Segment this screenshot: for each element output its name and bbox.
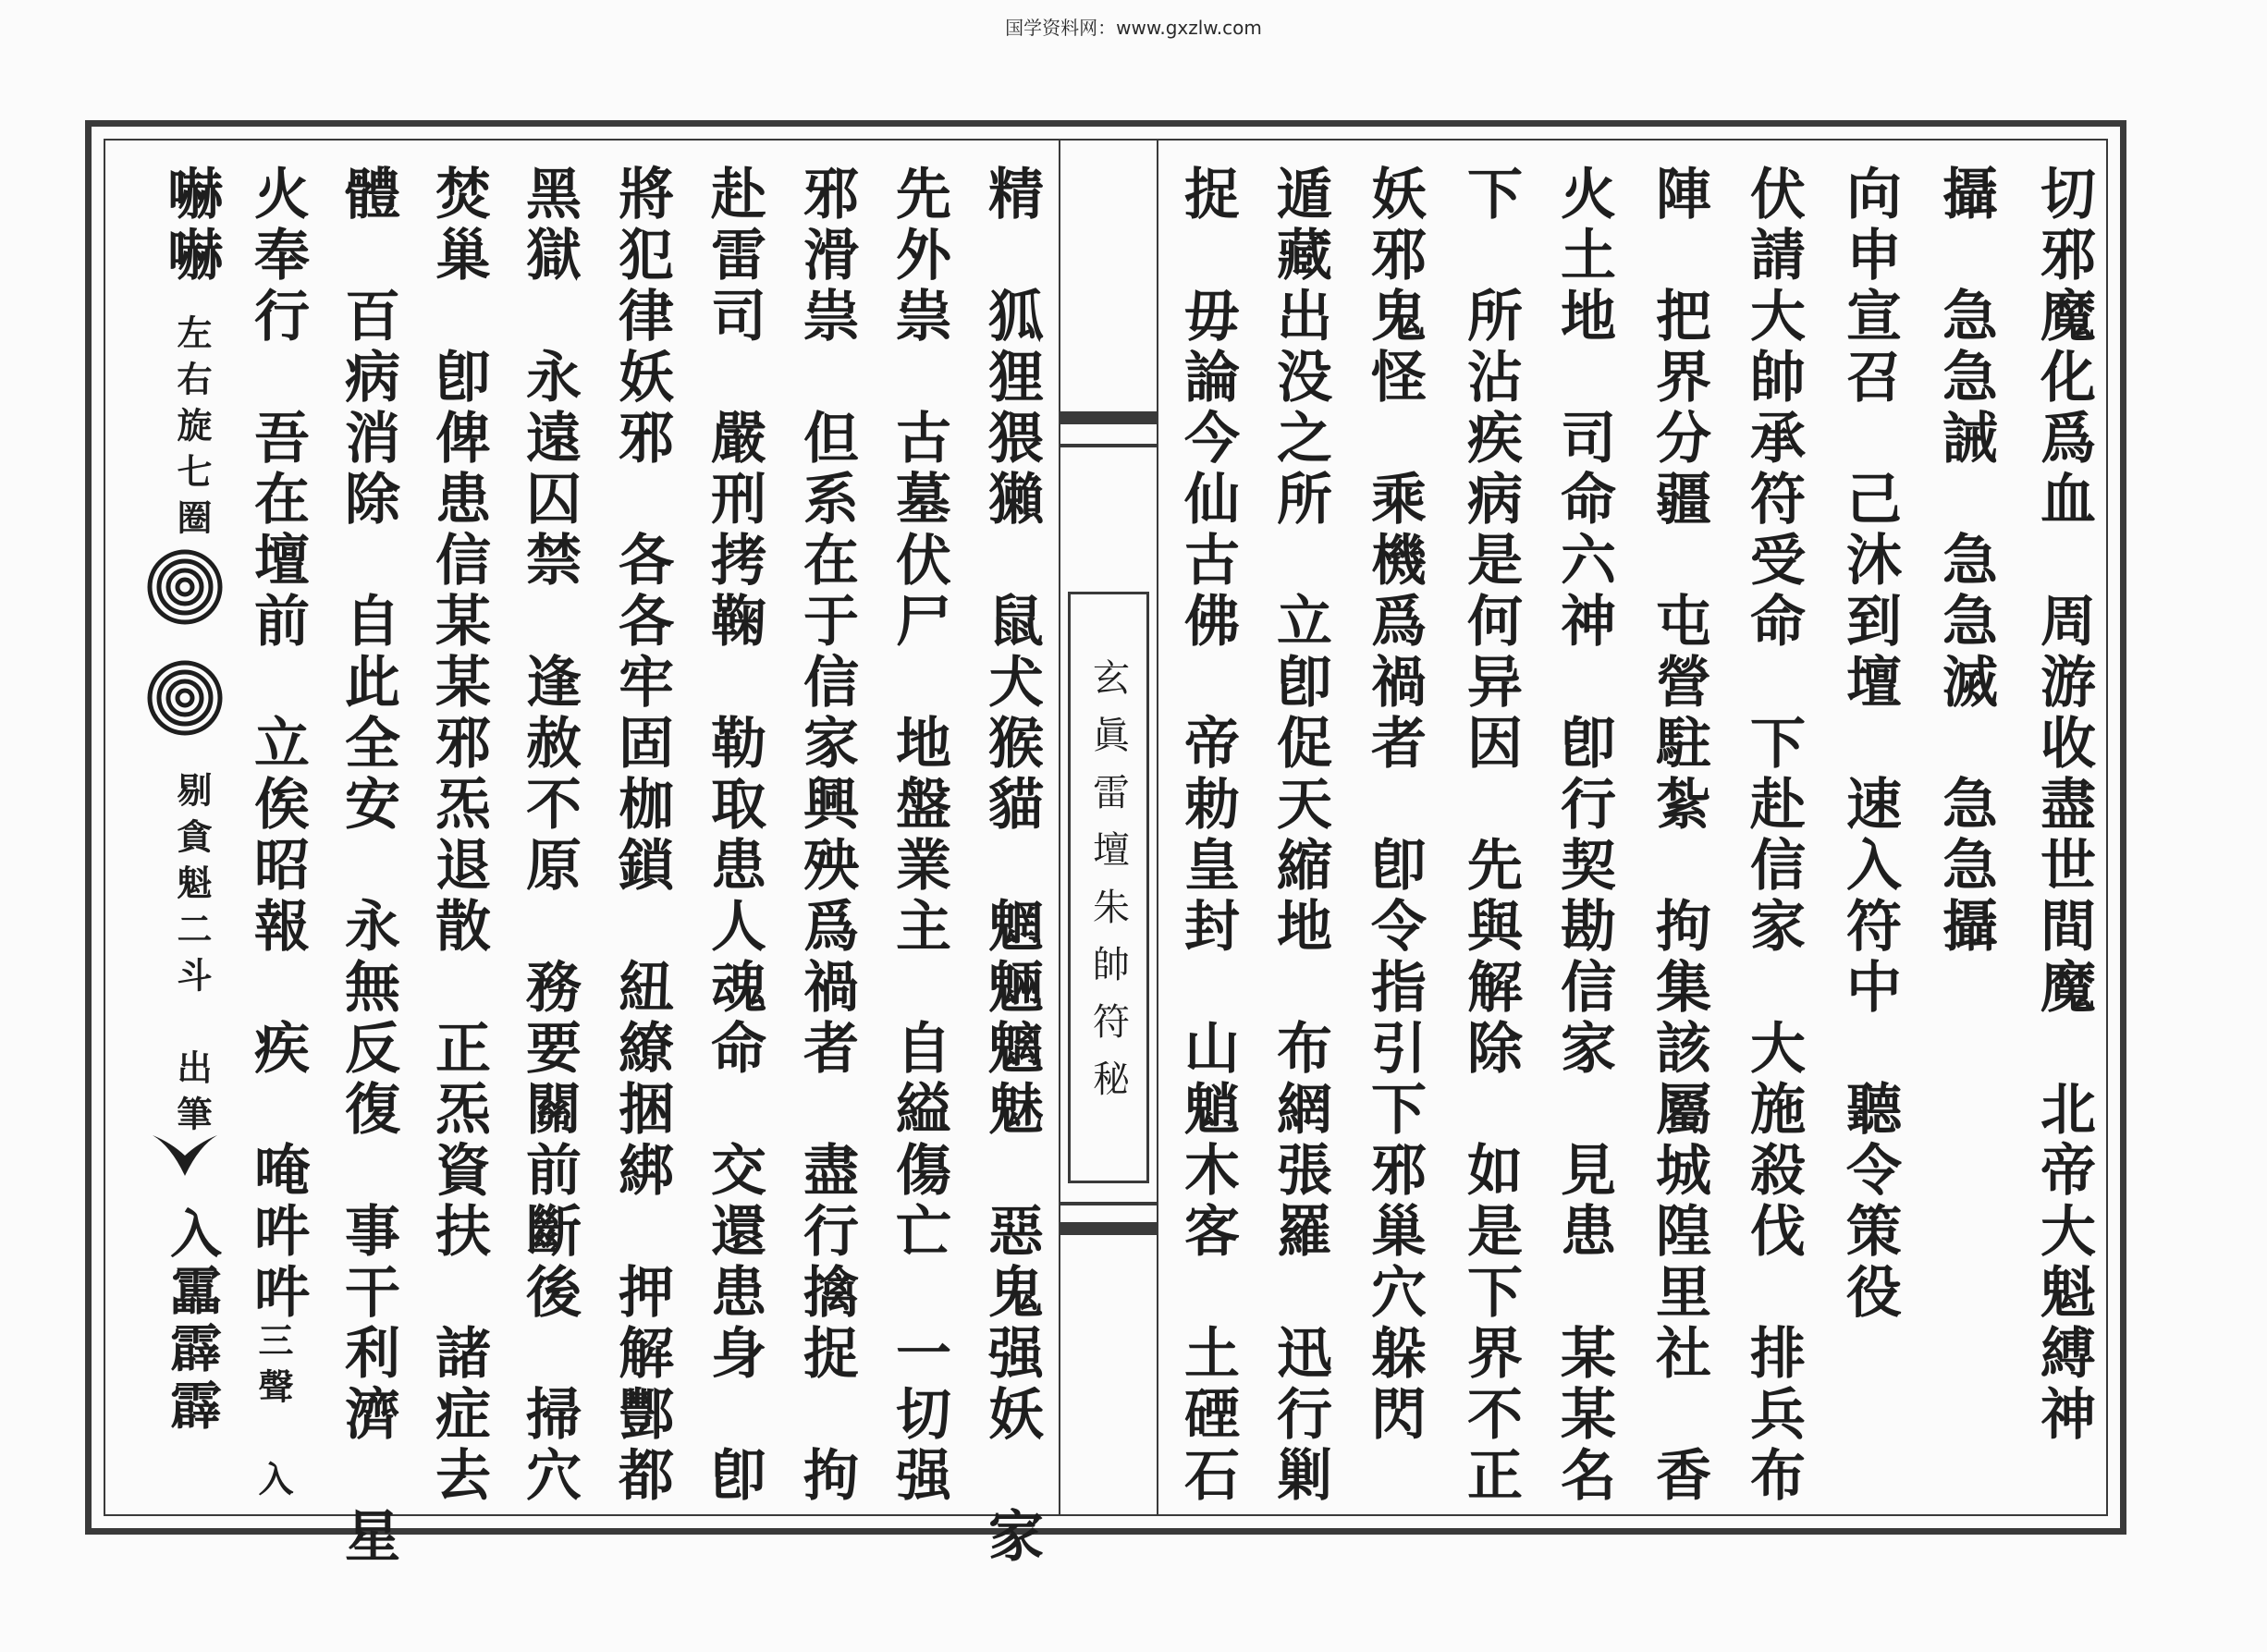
last-col-end: 入靁霹霹 [162, 1206, 223, 1436]
last-col-note-strokes: 剔貪魁二斗 出筆 [171, 772, 213, 1142]
left-col-6: 黑獄 永遠囚禁 逢赦不原 務要關前斷後 掃穴 [517, 165, 582, 1507]
left-col-8: 體 百病消除 自此全安 永無反復 事干利濟 星 [336, 165, 400, 1568]
last-col-note-rotate: 左右旋七圈 [171, 314, 213, 545]
book-spine [1059, 139, 1158, 1516]
spine-bar-bottom [1060, 1222, 1157, 1235]
side-note-three-sounds: 三聲 入 [252, 1322, 294, 1507]
right-col-7: 下 所沾疾病是何异因 先與解除 如是下界不正 [1458, 165, 1523, 1507]
right-col-10: 捉 毋論今仙古佛 帝勅皇封 山魈木客 土䃌石 [1175, 165, 1240, 1507]
left-col-2: 先外祟 古墓伏尸 地盤業主 自縊傷亡 一切强 [887, 165, 951, 1507]
spiral-seal-icon-2 [143, 656, 227, 740]
left-col-9: 火奉行 吾在壇前 立俟昭報 疾 唵吽吽 [245, 165, 310, 1324]
spine-title: 玄眞雷壇朱帥符秘 [1068, 592, 1149, 1183]
last-col-heading: 嚇嚇 [158, 165, 223, 287]
right-col-9: 遁藏出没之所 立卽促天縮地 布網張羅 迅行剿 [1268, 165, 1332, 1507]
left-col-4: 赴雷司 嚴刑拷鞠 勒取患人魂命 交還患身 卽 [702, 165, 766, 1507]
right-col-2: 攝 急急誡 急急滅 急急攝 [1933, 165, 1998, 958]
left-col-7: 焚巢 卽俾患信某某邪炁退散 正炁資扶 諸症去 [426, 165, 491, 1507]
spine-line-top [1060, 444, 1157, 447]
right-col-8: 妖邪鬼怪 乘機爲禍者 卽令指引下邪巢穴躲閃 [1362, 165, 1427, 1446]
right-col-5: 陣 把界分疆 屯營駐紮 拘集該屬城隍里社 香 [1647, 165, 1711, 1507]
brush-mark-icon [148, 1128, 222, 1183]
right-col-6: 火土地 司命六神 卽行契勘信家 見患 某某名 [1551, 165, 1616, 1507]
spine-bar-top [1060, 411, 1157, 424]
left-col-1: 精 狐狸猥獺 鼠犬猴貓 魍魎魑魅 惡鬼强妖 家 [979, 165, 1044, 1568]
right-col-4: 伏請大帥承符受命 下赴信家 大施殺伐 排兵布 [1741, 165, 1806, 1507]
site-header: 国学资料网：www.gxzlw.com [1005, 17, 1262, 39]
left-col-3: 邪滑祟 但系在于信家興殃爲禍者 盡行擒捉 拘 [794, 165, 859, 1507]
left-col-5: 將犯律妖邪 各各牢固枷鎖 紐繚捆綁 押解酆都 [609, 165, 674, 1507]
right-col-1: 切邪魔化爲血 周游收盡世間魔 北帝大魁縛神 [2031, 165, 2096, 1446]
spiral-seal-icon-1 [143, 545, 227, 629]
spine-line-bottom [1060, 1202, 1157, 1205]
right-col-3: 向申宣召 己沐到壇 速入符中 聽令策役 [1837, 165, 1902, 1324]
